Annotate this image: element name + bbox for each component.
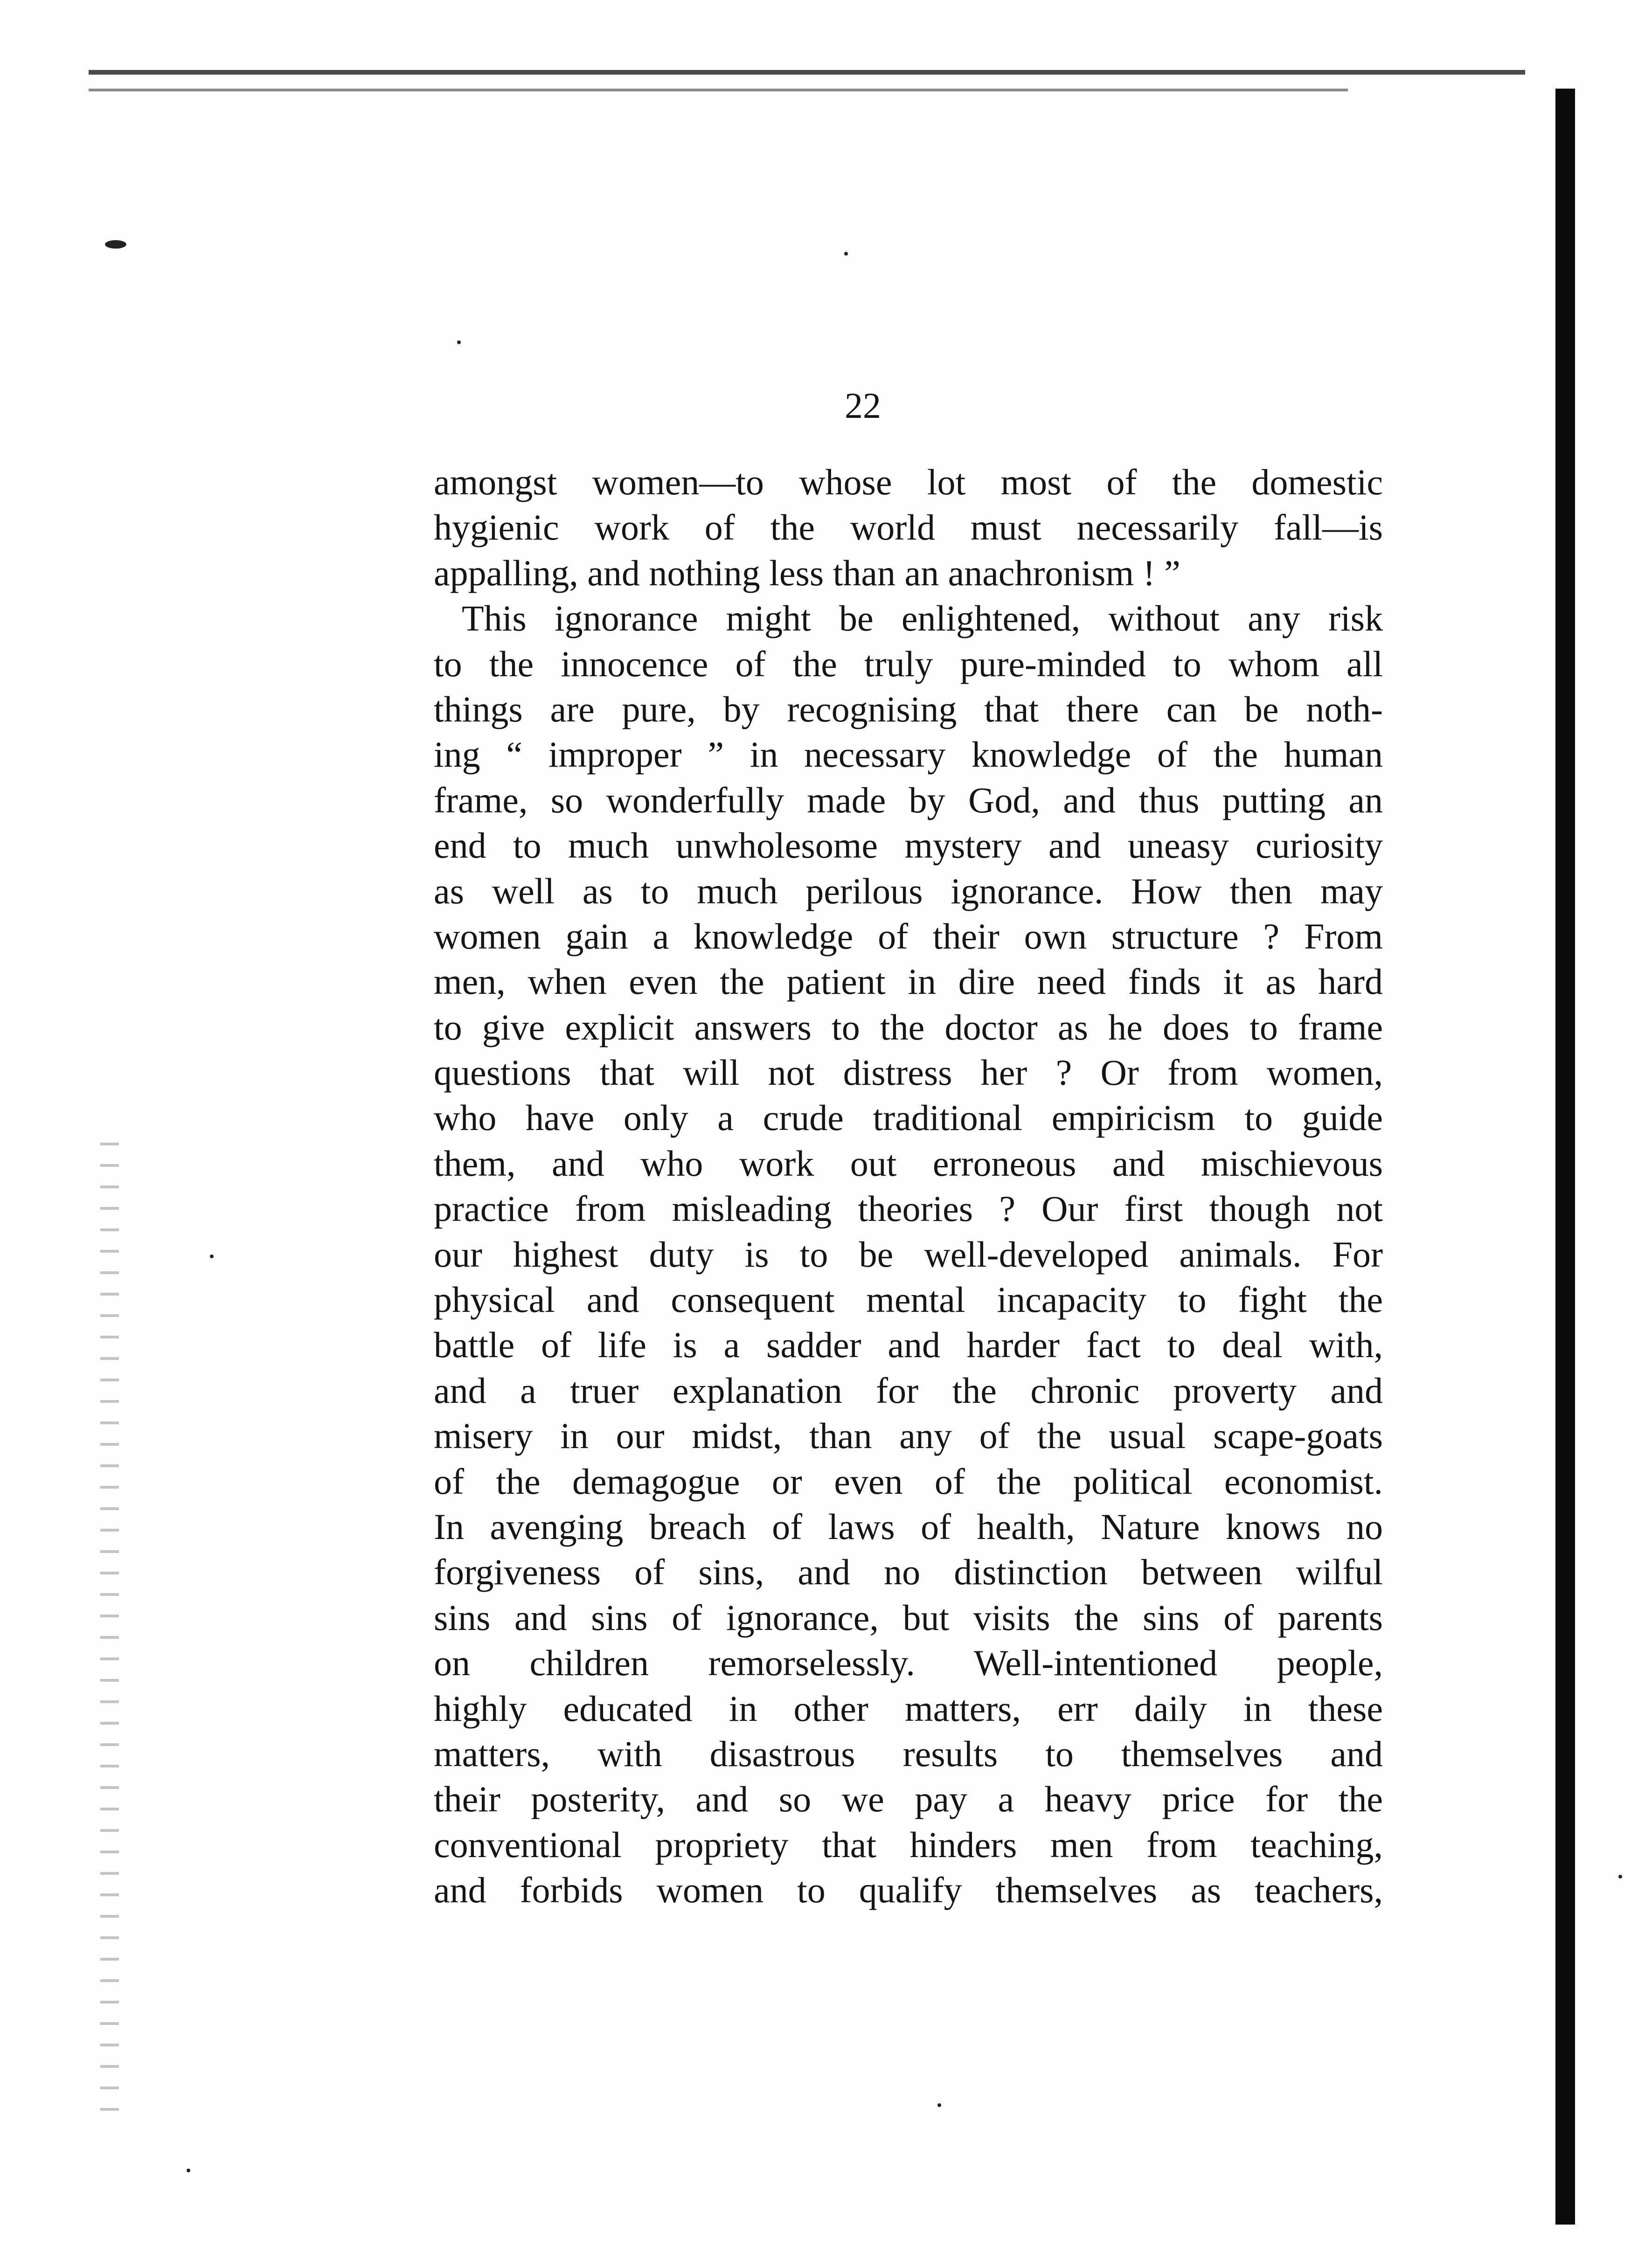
text-line: forgiveness of sins, and no distinction between wilful — [434, 1552, 1383, 1593]
text-line: and forbids women to qualify themselves as teachers, — [434, 1870, 1383, 1911]
speck — [105, 240, 126, 249]
text-line: questions that will not distress her ? Or from women, — [434, 1052, 1383, 1093]
text-line: sins and sins of ignorance, but visits the sins of parents — [434, 1597, 1383, 1638]
text-line: end to much unwholesome mystery and uneasy curiosity — [434, 825, 1383, 866]
text-line: conventional propriety that hinders men from teaching, — [434, 1824, 1383, 1865]
text-line: and a truer explanation for the chronic proverty and — [434, 1370, 1383, 1411]
text-line: them, and who work out erroneous and mischievous — [434, 1143, 1383, 1184]
text-line: misery in our midst, than any of the usual scape-goats — [434, 1415, 1383, 1456]
text-line: matters, with disastrous results to themselves and — [434, 1733, 1383, 1774]
top-rule — [89, 70, 1525, 75]
text-line: to give explicit answers to the doctor as he does to frame — [434, 1006, 1383, 1047]
text-line: on children remorselessly. Well-intentioned people, — [434, 1643, 1383, 1684]
text-line: as well as to much perilous ignorance. How then may — [434, 870, 1383, 911]
text-line: ing “ improper ” in necessary knowledge of the human — [434, 734, 1383, 775]
text-line: frame, so wonderfully made by God, and thus putting an — [434, 779, 1383, 820]
text-line: practice from misleading theories ? Our first though not — [434, 1188, 1383, 1229]
text-line: their posterity, and so we pay a heavy price for the — [434, 1779, 1383, 1820]
page-number: 22 — [845, 385, 881, 426]
text-line: highly educated in other matters, err daily in these — [434, 1688, 1383, 1729]
text-line: of the demagogue or even of the political economist. — [434, 1461, 1383, 1502]
speck — [457, 340, 461, 344]
binding-edge-shadow — [1555, 89, 1575, 2225]
text-line: battle of life is a sadder and harder fact to deal with, — [434, 1324, 1383, 1366]
margin-specks — [100, 1143, 119, 2122]
text-line: In avenging breach of laws of health, Nature knows no — [434, 1506, 1383, 1547]
text-line: to the innocence of the truly pure-minded to whom all — [434, 643, 1383, 684]
text-line: appalling, and nothing less than an anachronism ! ” — [434, 552, 1180, 593]
speck — [187, 2169, 190, 2172]
text-line: This ignorance might be enlightened, without any risk — [462, 598, 1383, 639]
text-line: women gain a knowledge of their own structure ? From — [434, 915, 1383, 957]
speck — [210, 1255, 214, 1258]
text-line: men, when even the patient in dire need finds it as hard — [434, 961, 1383, 1002]
text-line: our highest duty is to be well-developed animals. For — [434, 1234, 1383, 1275]
speck — [844, 252, 848, 256]
speck — [1618, 1875, 1622, 1879]
text-line: things are pure, by recognising that there can be noth- — [434, 688, 1383, 729]
speck — [937, 2103, 941, 2107]
text-line: physical and consequent mental incapacity to fight the — [434, 1279, 1383, 1320]
top-rule-secondary — [89, 89, 1348, 91]
body-text — [434, 459, 1383, 1913]
text-line: amongst women—to whose lot most of the domestic — [434, 462, 1383, 502]
text-line: hygienic work of the world must necessarily fall—is — [434, 507, 1383, 548]
text-line: who have only a crude traditional empiricism to guide — [434, 1097, 1383, 1138]
